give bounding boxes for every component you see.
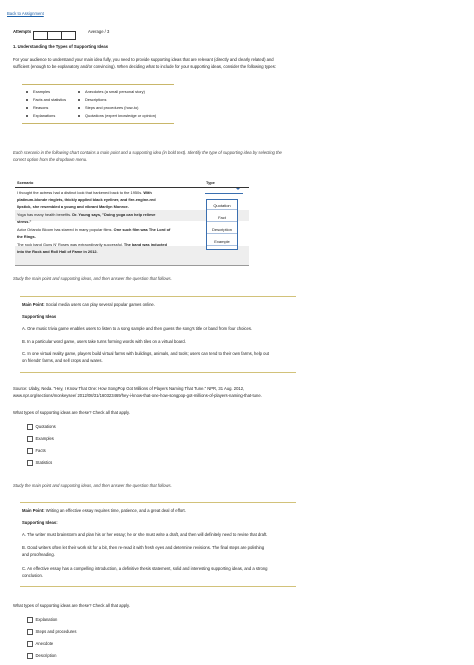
main-point: Main Point: Writing an effective essay requires time, patience, and a great deal of effort.	[22, 508, 186, 513]
supporting-idea-bold: lipstick, she resembled a young and vibrant Marilyn Monroe.	[17, 204, 129, 209]
supporting-idea: conclusion.	[22, 573, 43, 578]
instruction-text: Study the main point and supporting ideas, and then answer the question that follows.	[13, 276, 172, 281]
scenario-text	[17, 212, 155, 218]
type-item: Quotations (expert knowledge or opinion)	[78, 113, 156, 119]
types-table	[22, 84, 174, 124]
attempt-box-2	[47, 31, 62, 40]
type-item: Examples	[26, 89, 50, 95]
supporting-idea-bold: One such film was The Lord of	[113, 227, 171, 232]
checkbox[interactable]	[27, 629, 33, 635]
option-description[interactable]: Description	[27, 653, 56, 659]
instruction-text: Study the main point and supporting ideas, and then answer the question that follows.	[13, 483, 172, 488]
main-point-text: Actor Orlando Bloom has starred in many popular films.	[17, 227, 114, 232]
scenario-text	[17, 204, 129, 210]
supporting-idea-bold: The band was inducted	[123, 242, 167, 247]
main-point-text: I thought the actress had a distinct look that harkened back to the 1950s.	[17, 190, 144, 195]
chevron-down-icon[interactable]	[236, 188, 240, 190]
attempt-box-1	[33, 31, 48, 40]
divider	[20, 372, 296, 373]
average-label: Average / 3	[88, 29, 110, 34]
main-point-text: Yoga has many health benefits.	[17, 212, 73, 217]
checkbox[interactable]	[27, 653, 33, 659]
type-item: Descriptions	[78, 97, 106, 103]
table-bottom	[15, 265, 249, 266]
scenario-text	[17, 234, 36, 240]
dropdown-option-fact[interactable]: Fact	[207, 215, 237, 222]
intro-text: For your audience to understand your main idea fully, you need to provide supporting ideas that are relevant (directly and clearly related) and sufficient (enough to be explanatory and/or convincing). When deciding what to include for your supporting ideas, consider the following types:	[13, 57, 276, 69]
checkbox[interactable]	[27, 448, 33, 454]
option-anecdote[interactable]: Anecdote	[27, 641, 53, 647]
divider	[20, 296, 296, 297]
supporting-ideas-label: Supporting Ideas	[22, 314, 57, 319]
checkbox[interactable]	[27, 617, 33, 623]
supporting-idea: C. In one virtual reality game, players build virtual farms with buildings, animals, and tools; users can tend to their own farms, help out	[22, 351, 269, 356]
type-item: Explanations	[26, 113, 55, 119]
supporting-idea: B. In a particular word game, users take turns forming words with tiles on a virtual board.	[22, 339, 186, 344]
attempts-label: Attempts	[13, 29, 32, 34]
type-item: Steps and procedures (how-to)	[78, 105, 138, 111]
option-facts[interactable]: Facts	[27, 448, 46, 454]
scenario-text	[17, 249, 98, 255]
option-examples[interactable]: Examples	[27, 436, 54, 442]
type-item: Anecdotes (a small personal story)	[78, 89, 145, 95]
supporting-idea: A. The writer must brainstorm and plan his or her essay; he or she must write a draft, and then will definitely need to revise that draft.	[22, 532, 268, 537]
question-2: What types of supporting ideas are these? Check all that apply.	[13, 603, 131, 608]
supporting-idea: B. Good writers often let their work sit for a bit, then re-read it with fresh eyes and determine revisions. The final steps are polishing	[22, 545, 265, 550]
supporting-idea-bold: With	[143, 190, 152, 195]
section-title: 1. Understanding the Types of Supporting Ideas	[13, 44, 109, 49]
supporting-idea-bold: Dr. Young says, "Doing yoga can help relieve	[72, 212, 156, 217]
option-quotations[interactable]: Quotations	[27, 424, 56, 430]
instruction-text: Each scenario in the following chart contains a main point and a supporting idea (in bold text). Identify the type of supporting idea by selecting the correct option from the dropdown menu.	[13, 150, 282, 162]
supporting-idea: on friends' farms, and sell crops and wares.	[22, 358, 103, 363]
source-citation: Source: Ulaby, Neda. "Hey, I Know That One: How SongPop Got Millions of Players Naming That Tune." NPR, 31 Aug. 2012,	[13, 386, 245, 391]
scenario-text	[17, 190, 152, 196]
checkbox[interactable]	[27, 424, 33, 430]
supporting-idea-bold: stress."	[17, 219, 32, 224]
option-explanation[interactable]: Explanation	[27, 617, 57, 623]
dropdown-option-example[interactable]: Example	[207, 239, 237, 246]
main-point: Main Point: Social media users can play several popular games online.	[22, 302, 155, 307]
scenario-text	[17, 227, 170, 233]
supporting-idea-bold: platinum-blonde ringlets, thickly applied black eyeliner, and fire-engine-red	[17, 197, 156, 202]
checkbox[interactable]	[27, 641, 33, 647]
option-statistics[interactable]: Statistics	[27, 460, 52, 466]
type-dropdown-1[interactable]	[205, 190, 243, 194]
supporting-idea: C. An effective essay has a compelling introduction, a definitive thesis statement, solid and interesting supporting ideas, and a strong	[22, 566, 268, 571]
column-header-scenario: Scenario	[17, 180, 34, 185]
divider	[20, 586, 296, 587]
source-citation: www.npr.org/sections/monkeysee/ 2012/08/31/160323469/hey-i-know-that-one-how-songpop-got-millions-of-players-naming-that-tune.	[13, 393, 262, 398]
supporting-idea-bold: the Rings.	[17, 234, 36, 239]
supporting-idea: and proofreading.	[22, 552, 55, 557]
option-steps-and-procedures[interactable]: Steps and procedures	[27, 629, 76, 635]
attempt-box-3	[61, 31, 76, 40]
type-item: Facts and statistics	[26, 97, 66, 103]
dropdown-option-quotation[interactable]: Quotation	[207, 203, 237, 210]
scenario-text	[17, 242, 167, 248]
checkbox[interactable]	[27, 460, 33, 466]
scenario-text	[17, 219, 31, 225]
type-dropdown-menu[interactable]	[206, 199, 238, 250]
type-item: Reasons	[26, 105, 48, 111]
divider	[20, 502, 296, 503]
scenario-text	[17, 197, 156, 203]
supporting-ideas-label: Supporting Ideas:	[22, 520, 58, 525]
question-1: What types of supporting ideas are these? Check all that apply.	[13, 410, 131, 415]
supporting-idea-bold: into the Rock and Roll Hall of Fame in 2012.	[17, 249, 98, 254]
column-header-type: Type	[206, 180, 215, 185]
checkbox[interactable]	[27, 436, 33, 442]
supporting-idea: A. One music trivia game enables users to listen to a song sample and then guess the song's title or band from four choices.	[22, 326, 253, 331]
back-to-assignment-link[interactable]: Back to Assignment	[7, 11, 44, 16]
main-point-text: The rock band Guns N' Roses was extraordinarily successful.	[17, 242, 124, 247]
header-divider	[15, 187, 249, 188]
dropdown-option-description[interactable]: Description	[207, 227, 237, 234]
attempt-boxes	[33, 27, 76, 36]
